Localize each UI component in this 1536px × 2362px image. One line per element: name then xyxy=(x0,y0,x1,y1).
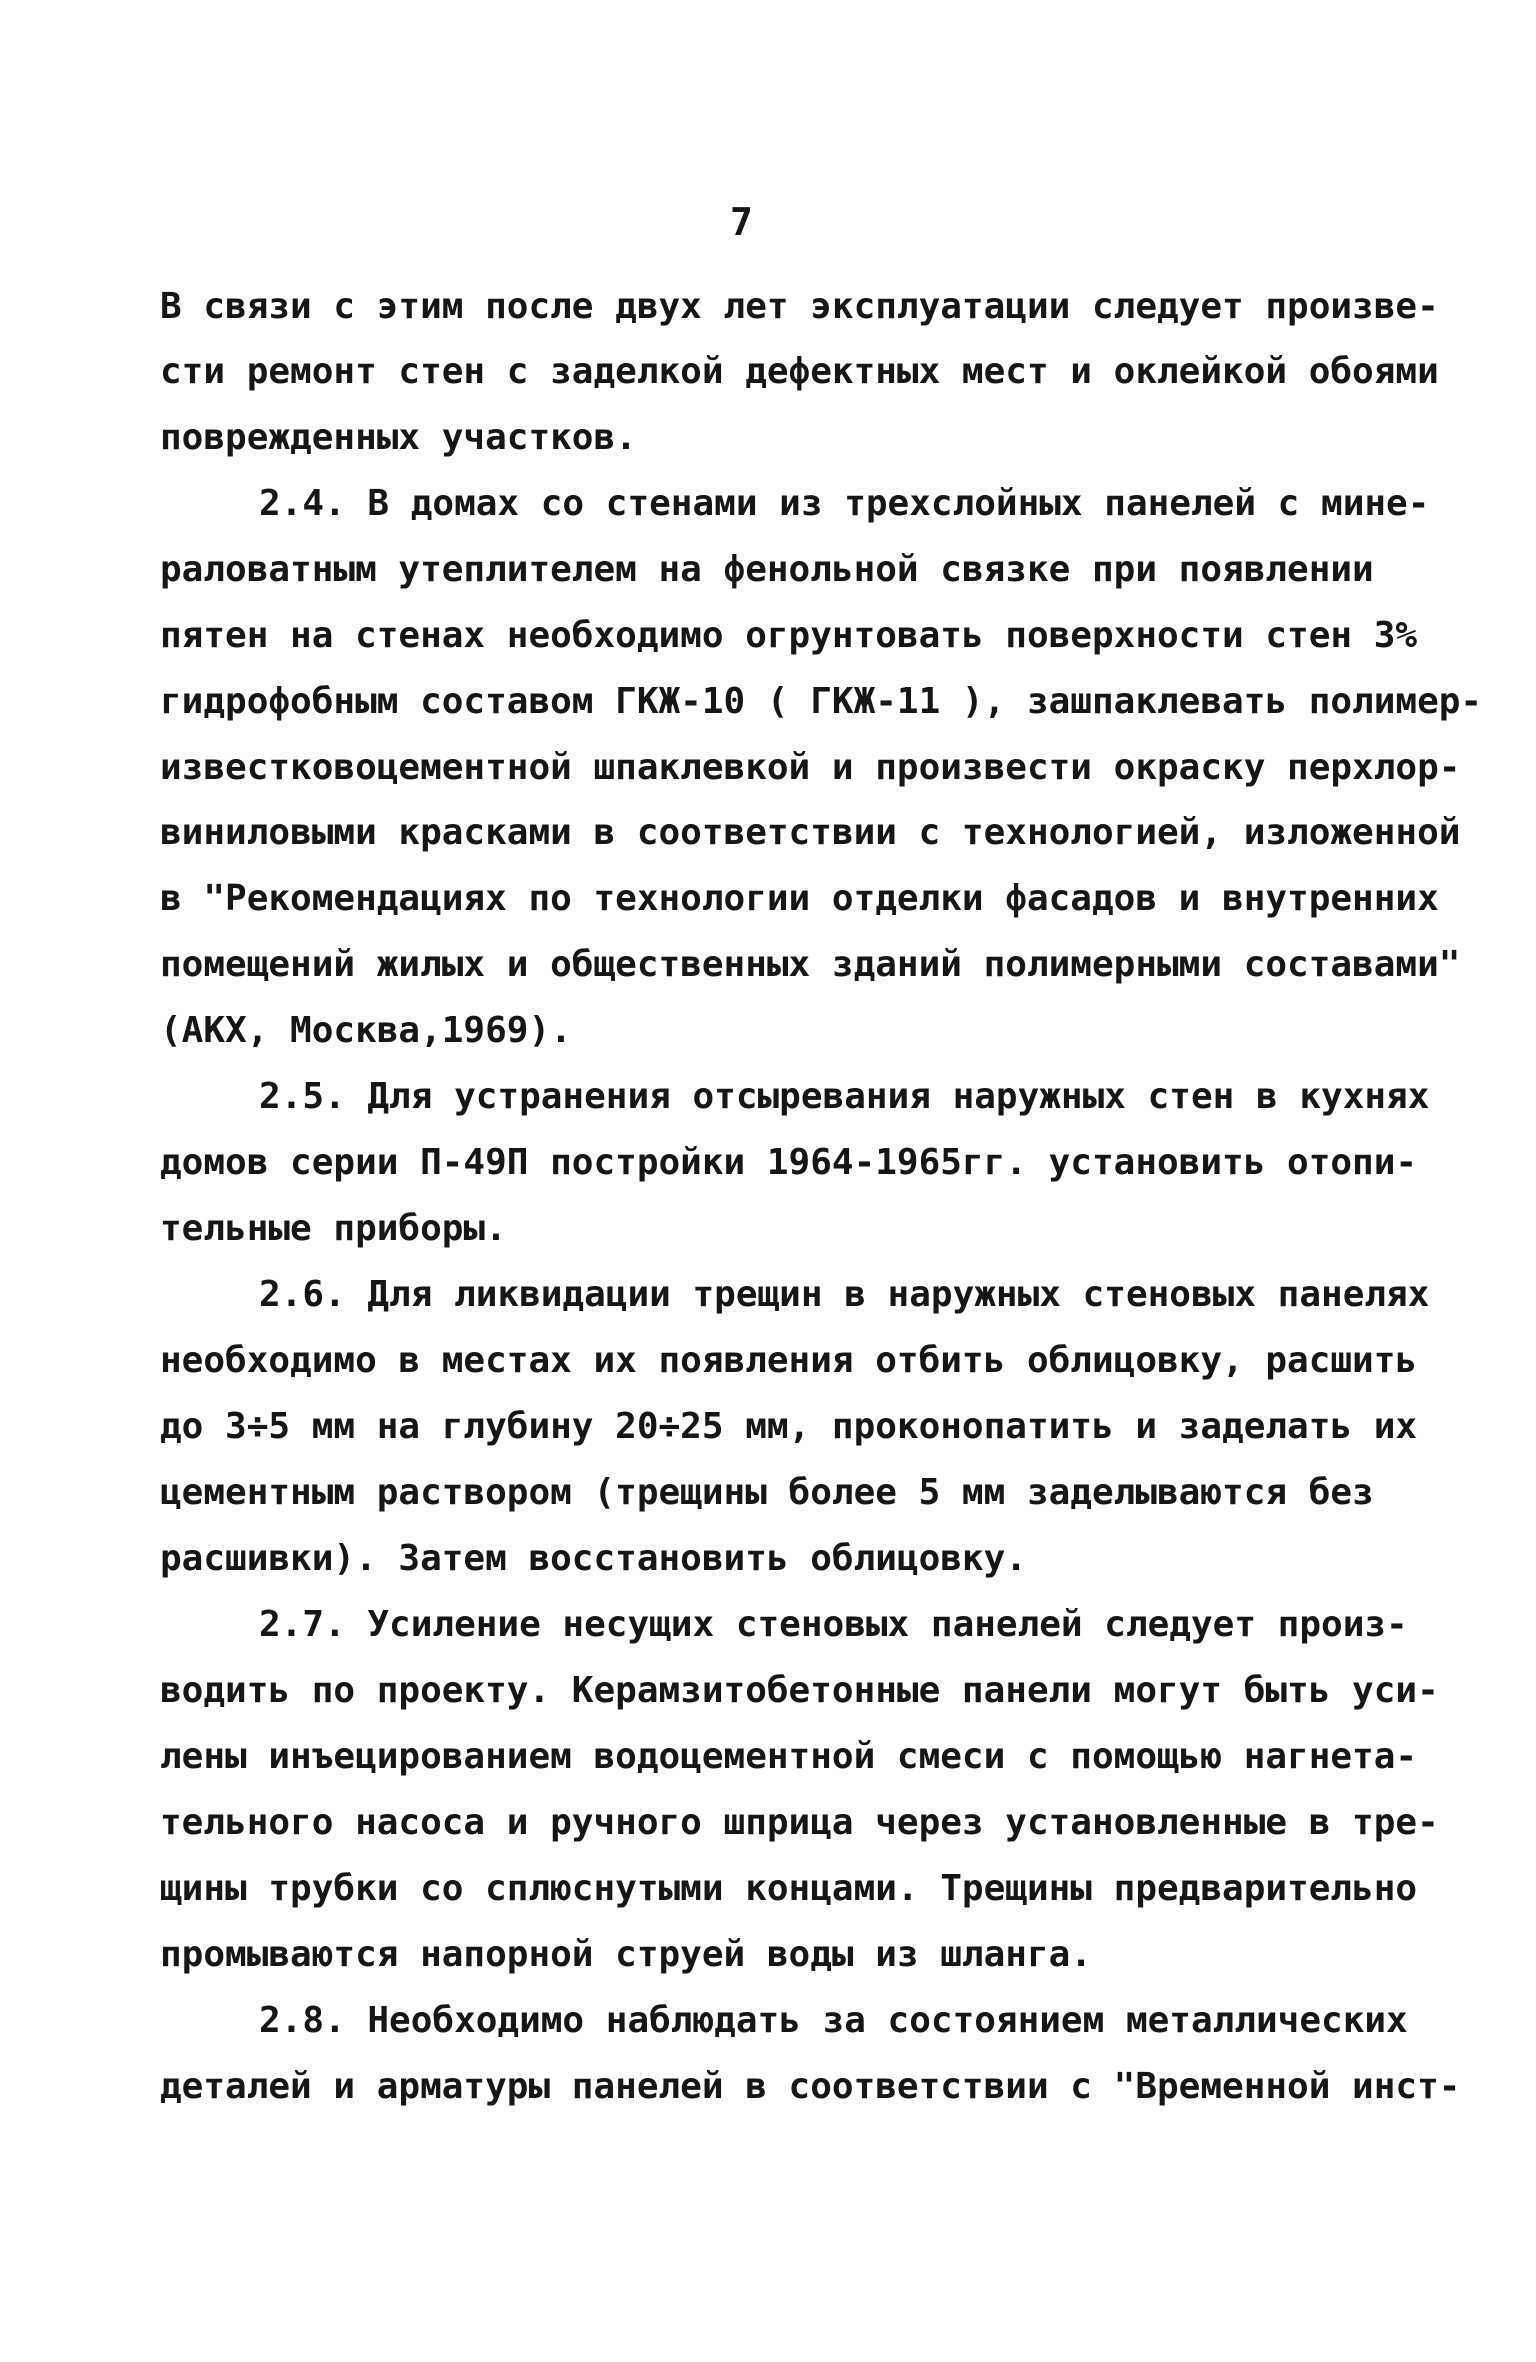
text-line: виниловыми красками в соответствии с технологией, изложенной xyxy=(160,812,1461,853)
text-line: известковоцементной шпаклевкой и произвести окраску перхлор- xyxy=(160,747,1461,788)
text-line: в "Рекомендациях по технологии отделки фасадов и внутренних xyxy=(160,878,1439,919)
text-line: водить по проекту. Керамзитобетонные панели могут быть уси- xyxy=(160,1670,1439,1711)
paragraph-2-8-first-line: 2.8. Необходимо наблюдать за состоянием металлических xyxy=(259,2000,1408,2041)
text-line: гидрофобным составом ГКЖ-10 ( ГКЖ-11 ), зашпаклевать полимер- xyxy=(160,681,1483,722)
text-line: пятен на стенах необходимо огрунтовать поверхности стен 3% xyxy=(160,615,1418,656)
text-line: раловатным утеплителем на фенольной связке при появлении xyxy=(160,549,1374,590)
text-line: лены инъецированием водоцементной смеси с помощью нагнета- xyxy=(160,1736,1418,1777)
paragraph-2-4-first-line: 2.4. В домах со стенами из трехслойных панелей с мине- xyxy=(259,483,1430,524)
text-line: цементным раствором (трещины более 5 мм заделываются без xyxy=(160,1472,1374,1513)
text-line: (АКХ, Москва,1969). xyxy=(160,1010,572,1051)
text-line: необходимо в местах их появления отбить облицовку, расшить xyxy=(160,1340,1418,1381)
text-line: тельные приборы. xyxy=(160,1208,507,1249)
text-line: В связи с этим после двух лет эксплуатации следует произве- xyxy=(160,286,1439,327)
text-line: промываются напорной струей воды из шланга. xyxy=(160,1934,1092,1975)
text-line: домов серии П-49П постройки 1964-1965гг. установить отопи- xyxy=(160,1142,1418,1183)
text-line: сти ремонт стен с заделкой дефектных мест и оклейкой обоями xyxy=(160,351,1439,392)
text-line: расшивки). Затем восстановить облицовку. xyxy=(160,1538,1027,1579)
text-line: помещений жилых и общественных зданий полимерными составами" xyxy=(160,944,1461,985)
paragraph-2-5-first-line: 2.5. Для устранения отсыревания наружных стен в кухнях xyxy=(259,1076,1430,1117)
text-line: до 3÷5 мм на глубину 20÷25 мм, проконопатить и заделать их xyxy=(160,1406,1418,1447)
text-line: тельного насоса и ручного шприца через установленные в тре- xyxy=(160,1802,1439,1843)
page-number: 7 xyxy=(730,200,753,244)
text-line: поврежденных участков. xyxy=(160,417,637,458)
text-line: деталей и арматуры панелей в соответствии с "Временной инст- xyxy=(160,2066,1461,2107)
paragraph-2-7-first-line: 2.7. Усиление несущих стеновых панелей следует произ- xyxy=(259,1604,1408,1645)
text-line: щины трубки со сплюснутыми концами. Трещины предварительно xyxy=(160,1868,1418,1909)
paragraph-2-6-first-line: 2.6. Для ликвидации трещин в наружных стеновых панелях xyxy=(259,1274,1430,1315)
